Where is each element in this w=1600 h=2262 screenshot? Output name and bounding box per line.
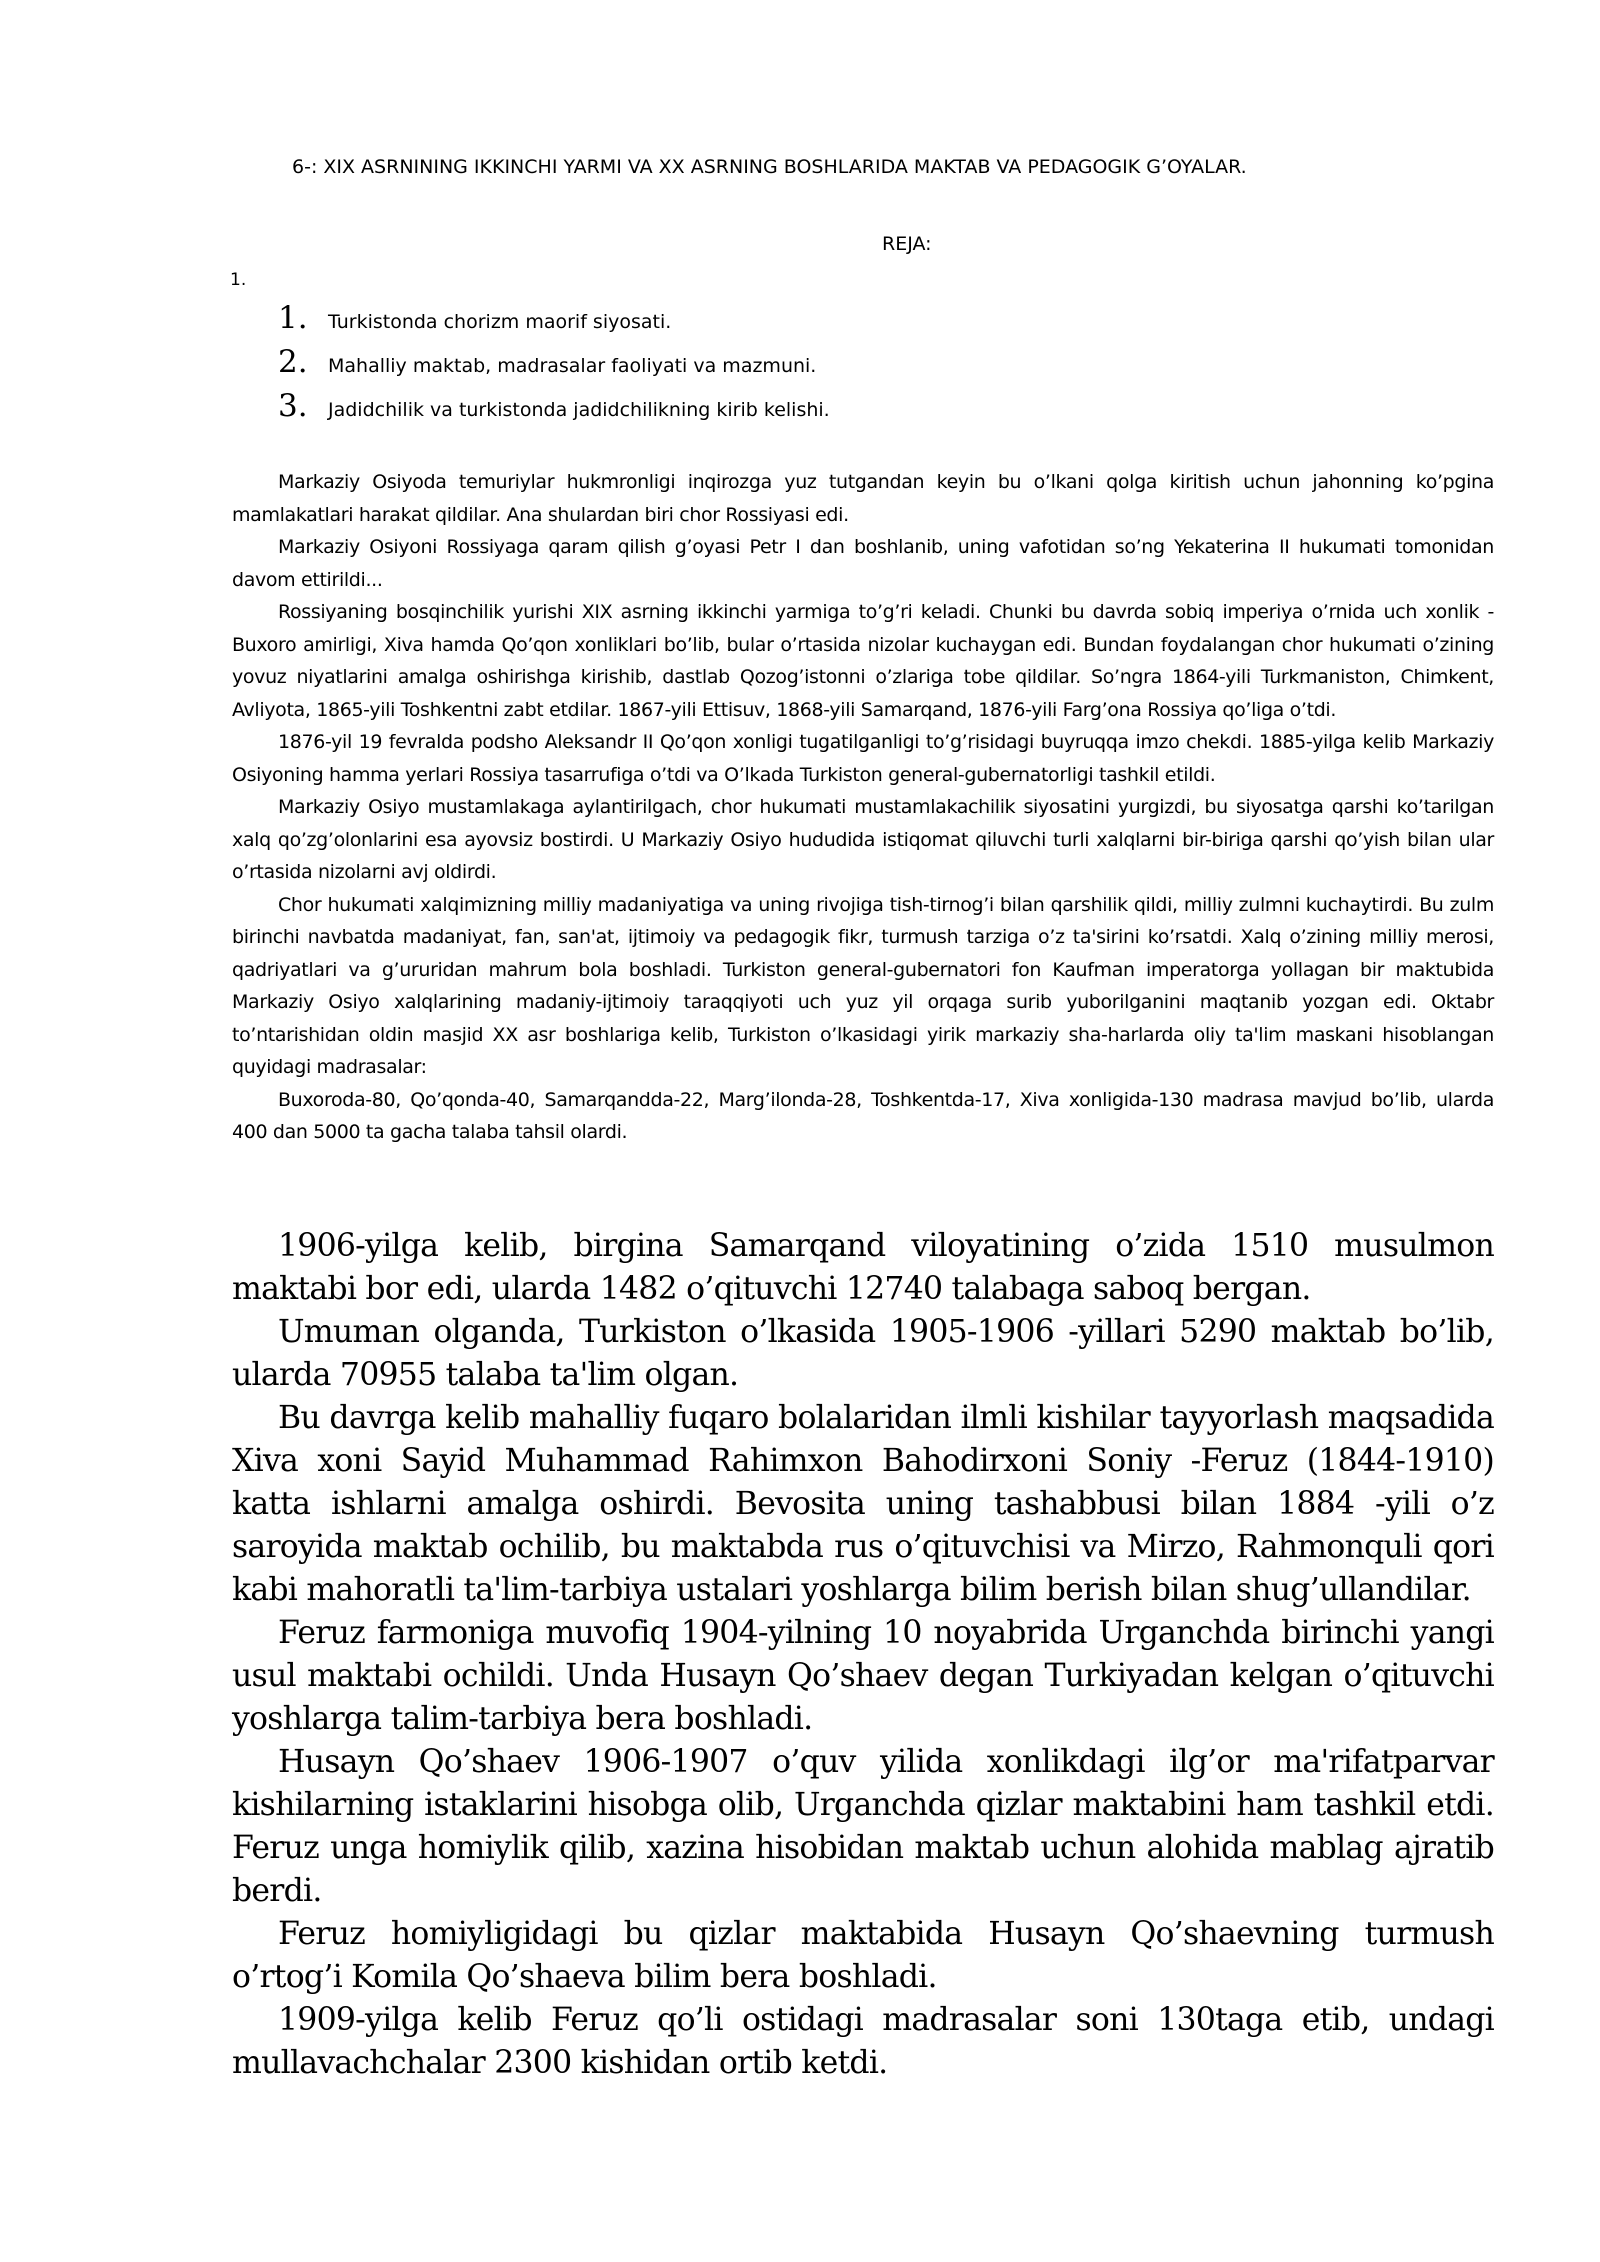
body-paragraph: Feruz homiyligidagi bu qizlar maktabida Husayn Qo’shaevning turmush o’rtog’i Komila Qo’shaeva bilim bera boshladi. <box>232 1916 1494 1995</box>
plan-list <box>278 296 830 428</box>
body-paragraph: Rossiyaning bosqinchilik yurishi XIX asrning ikkinchi yarmiga to’g’ri keladi. Chunki bu davrda sobiq imperiya o’rnida uch xonlik - Buxoro amirligi, Xiva hamda Qo’qon xonliklari bo’lib, bular o’rtasida nizolar kuchaygan edi. Bundan foydalangan chor hukumati o’zining yovuz niyatlarini amalga oshirishga kirishib, dastlab Qozog’istonni o’zlariga tobe qildilar. So’ngra 1864-yili Turkmaniston, Chimkent, Avliyota, 1865-yili Toshkentni zabt etdilar. 1867-yili Ettisuv, 1868-yili Samarqand, 1876-yili Farg’ona Rossiya qo’liga o’tdi. <box>232 601 1494 721</box>
body-paragraph: 1906-yilga kelib, birgina Samarqand viloyatining o’zida 1510 musulmon maktabi bor edi, ularda 1482 o’qituvchi 12740 talabaga saboq bergan. <box>232 1228 1494 1307</box>
document-title: 6-: XIX ASRNINING IKKINCHI YARMI VA XX ASRNING BOSHLARIDA MAKTAB VA PEDAGOGIK G’OYALAR. <box>292 156 1247 178</box>
body-paragraph: Bu davrga kelib mahalliy fuqaro bolalaridan ilmli kishilar tayyorlash maqsadida Xiva xoni Sayid Muhammad Rahimxon Bahodirxoni Soniy -Feruz (1844-1910) katta ishlarni amalga oshirdi. Bevosita uning tashabbusi bilan 1884 -yili o’z saroyida maktab ochilib, bu maktabda rus o’qituvchisi va Mirzo, Rahmonquli qori kabi mahoratli ta'lim-tarbiya ustalari yoshlarga bilim berish bilan shug’ullandilar. <box>232 1400 1494 1608</box>
body-paragraph: Markaziy Osiyo mustamlakaga aylantirilgach, chor hukumati mustamlakachilik siyosatini yurgizdi, bu siyosatga qarshi ko’tarilgan xalq qo’zg’olonlarini esa ayovsiz bostirdi. U Markaziy Osiyo hududida istiqomat qiluvchi turli xalqlarni bir-biriga qarshi qo’yish bilan ular o’rtasida nizolarni avj oldirdi. <box>232 796 1494 883</box>
plan-item <box>278 340 830 384</box>
body-paragraph: 1909-yilga kelib Feruz qo’li ostidagi madrasalar soni 130taga etib, undagi mullavachchalar 2300 kishidan ortib ketdi. <box>232 2002 1494 2081</box>
plan-item-text: Turkistonda chorizm maorif siyosati. <box>328 311 672 333</box>
body-paragraph: 1876-yil 19 fevralda podsho Aleksandr II Qo’qon xonligi tugatilganligi to’g’risidagi buyruqqa imzo chekdi. 1885-yilga kelib Markaziy Osiyoning hamma yerlari Rossiya tasarrufiga o’tdi va O’lkada Turkiston general-gubernatorligi tashkil etildi. <box>232 731 1494 786</box>
plan-item-text: Mahalliy maktab, madrasalar faoliyati va mazmuni. <box>328 355 817 377</box>
body-paragraph: Chor hukumati xalqimizning milliy madaniyatiga va uning rivojiga tish-tirnog’i bilan qarshilik qildi, milliy zulmni kuchaytirdi. Bu zulm birinchi navbatda madaniyat, fan, san'at, ijtimoiy va pedagogik fikr, turmush tarziga o’z ta'sirini ko’rsatdi. Xalq o’zining milliy merosi, qadriyatlari va g’ururidan mahrum bola boshladi. Turkiston general-gubernatori fon Kaufman imperatorga yollagan bir maktubida Markaziy Osiyo xalqlarining madaniy-ijtimoiy taraqqiyoti uch yuz yil orqaga surib yuborilganini maqtanib yozgan edi. Oktabr to’ntarishidan oldin masjid XX asr boshlariga kelib, Turkiston o’lkasidagi yirik markaziy sha-harlarda oliy ta'lim maskani hisoblangan quyidagi madrasalar: <box>232 893 1494 1078</box>
plan-item-number: 3. <box>278 388 308 424</box>
stray-list-number: 1. <box>230 270 247 290</box>
plan-item <box>278 296 830 340</box>
body-large-section <box>232 1225 1494 2085</box>
body-paragraph: Buxoroda-80, Qo’qonda-40, Samarqandda-22, Marg’ilonda-28, Toshkentda-17, Xiva xonligida-130 madrasa mavjud bo’lib, ularda 400 dan 5000 ta gacha talaba tahsil olardi. <box>232 1088 1494 1143</box>
plan-heading: REJA: <box>882 233 932 255</box>
body-paragraph: Umuman olganda, Turkiston o’lkasida 1905-1906 -yillari 5290 maktab bo’lib, ularda 70955 talaba ta'lim olgan. <box>232 1314 1494 1393</box>
body-paragraph: Feruz farmoniga muvofiq 1904-yilning 10 noyabrida Urganchda birinchi yangi usul maktabi ochildi. Unda Husayn Qo’shaev degan Turkiyadan kelgan o’qituvchi yoshlarga talim-tarbiya bera boshladi. <box>232 1615 1494 1737</box>
body-paragraph: Markaziy Osiyoda temuriylar hukmronligi inqirozga yuz tutgandan keyin bu o’lkani qolga kiritish uchun jahonning ko’pgina mamlakatlari harakat qildilar. Ana shulardan biri chor Rossiyasi edi. <box>232 471 1494 526</box>
body-paragraph: Markaziy Osiyoni Rossiyaga qaram qilish g’oyasi Petr I dan boshlanib, uning vafotidan so’ng Yekaterina II hukumati tomonidan davom ettirildi... <box>232 536 1494 591</box>
body-paragraph: Husayn Qo’shaev 1906-1907 o’quv yilida xonlikdagi ilg’or ma'rifatparvar kishilarning istaklarini hisobga olib, Urganchda qizlar maktabini ham tashkil etdi. Feruz unga homiylik qilib, xazina hisobidan maktab uchun alohida mablag ajratib berdi. <box>232 1744 1494 1909</box>
plan-item-text: Jadidchilik va turkistonda jadidchilikning kirib kelishi. <box>328 399 830 421</box>
plan-item-number: 2. <box>278 344 308 380</box>
plan-item <box>278 384 830 428</box>
plan-item-number: 1. <box>278 300 308 336</box>
body-small-section <box>232 466 1494 1149</box>
